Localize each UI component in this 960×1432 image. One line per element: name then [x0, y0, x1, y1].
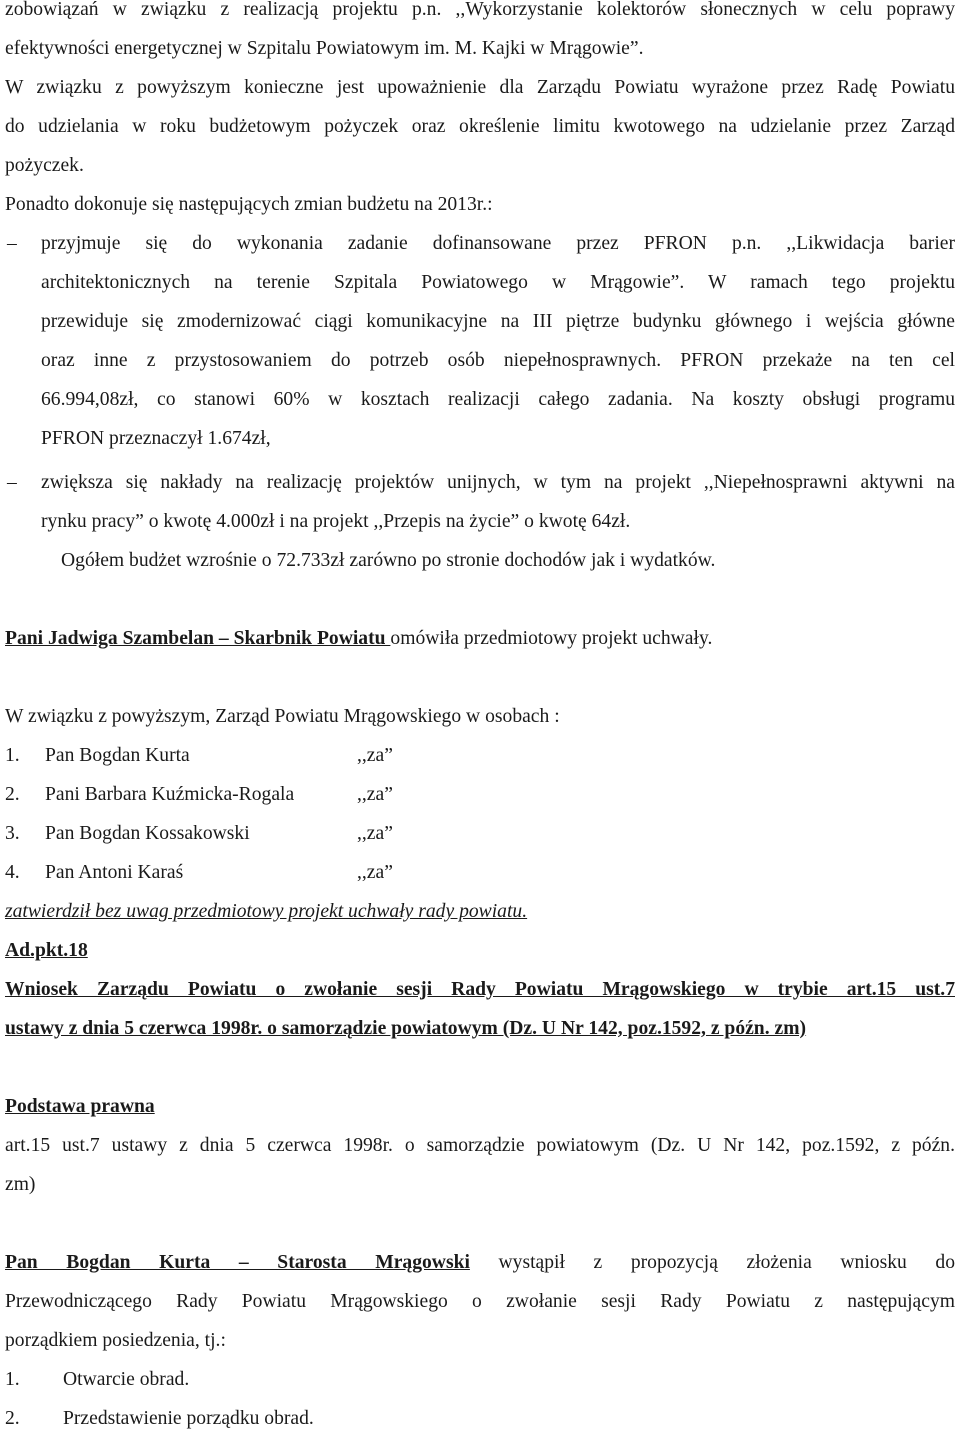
starosta-name: Pan Bogdan Kurta – Starosta Mrągowski	[5, 1252, 470, 1273]
agenda-text: Przedstawienie porządku obrad.	[63, 1408, 314, 1429]
member-row	[5, 783, 465, 807]
starosta-line: Przewodniczącego Rady Powiatu Mrągowskiego o zwołanie sesji Rady Powiatu z następującym	[5, 1291, 955, 1312]
member-vote: ,,za”	[357, 823, 393, 844]
member-vote: ,,za”	[357, 862, 393, 883]
podstawa-line: art.15 ust.7 ustawy z dnia 5 czerwca 1998r. o samorządzie powiatowym (Dz. U Nr 142, poz.1592, z późn.	[5, 1135, 955, 1156]
zarzad-intro: W związku z powyższym, Zarząd Powiatu Mrągowskiego w osobach :	[5, 706, 560, 727]
paragraph-line: pożyczek.	[5, 155, 84, 176]
member-number: 1.	[5, 745, 20, 766]
wniosek-title-line: Wniosek Zarządu Powiatu o zwołanie sesji Rady Powiatu Mrągowskiego w trybie art.15 ust.7	[5, 979, 955, 1000]
member-number: 4.	[5, 862, 20, 883]
paragraph-line: Ponadto dokonuje się następujących zmian budżetu na 2013r.:	[5, 194, 493, 215]
agenda-number: 1.	[5, 1369, 20, 1390]
bullet-line: 66.994,08zł, co stanowi 60% w kosztach realizacji całego zadania. Na koszty obsługi programu	[41, 389, 955, 410]
member-row	[5, 822, 465, 846]
bullet-line: oraz inne z przystosowaniem do potrzeb osób niepełnosprawnych. PFRON przekaże na ten cel	[41, 350, 955, 371]
skarbnik-name: Pani Jadwiga Szambelan – Skarbnik Powiatu	[5, 628, 391, 649]
bullet-line: rynku pracy” o kwotę 4.000zł i na projekt ,,Przepis na życie” o kwotę 64zł.	[41, 511, 631, 532]
member-row	[5, 861, 465, 885]
paragraph-line: efektywności energetycznej w Szpitalu Powiatowym im. M. Kajki w Mrągowie”.	[5, 38, 644, 59]
approval-note: zatwierdził bez uwag przedmiotowy projekt uchwały rady powiatu.	[5, 901, 528, 922]
paragraph-line: do udzielania w roku budżetowym pożyczek oraz określenie limitu kwotowego na udzielanie przez Zarząd	[5, 116, 955, 137]
member-name: Pan Antoni Karaś	[45, 862, 184, 883]
podstawa-heading: Podstawa prawna	[5, 1096, 155, 1117]
agenda-text: Otwarcie obrad.	[63, 1369, 190, 1390]
paragraph-line: W związku z powyższym konieczne jest upoważnienie dla Zarządu Powiatu wyrażone przez Radę Powiatu	[5, 77, 955, 98]
starosta-paragraph	[5, 1251, 955, 1275]
bullet-dash: –	[7, 233, 17, 254]
bullet-line: zwiększa się nakłady na realizację projektów unijnych, w tym na projekt ,,Niepełnosprawni aktywni na	[41, 472, 955, 493]
bullet-line: PFRON przeznaczył 1.674zł,	[41, 428, 271, 449]
bullet-line: przyjmuje się do wykonania zadanie dofinansowane przez PFRON p.n. ,,Likwidacja barier	[41, 233, 955, 254]
podstawa-line: zm)	[5, 1174, 36, 1195]
member-name: Pani Barbara Kuźmicka-Rogala	[45, 784, 295, 805]
bullet-line: przewiduje się zmodernizować ciągi komunikacyjne na III piętrze budynku głównego i wejścia główne	[41, 311, 955, 332]
member-vote: ,,za”	[357, 784, 393, 805]
member-number: 2.	[5, 784, 20, 805]
bullet-line: architektonicznych na terenie Szpitala Powiatowego w Mrągowie”. W ramach tego projektu	[41, 272, 955, 293]
member-row	[5, 744, 465, 768]
starosta-line: porządkiem posiedzenia, tj.:	[5, 1330, 226, 1351]
member-name: Pan Bogdan Kurta	[45, 745, 190, 766]
skarbnik-paragraph	[5, 627, 712, 651]
starosta-text: wystąpił z propozycją złożenia wniosku do	[469, 1252, 955, 1273]
member-number: 3.	[5, 823, 20, 844]
agenda-item	[5, 1368, 189, 1392]
agenda-number: 2.	[5, 1408, 20, 1429]
member-vote: ,,za”	[357, 745, 393, 766]
skarbnik-text: omówiła przedmiotowy projekt uchwały.	[390, 628, 713, 649]
paragraph-line: zobowiązań w związku z realizacją projektu p.n. ,,Wykorzystanie kolektorów słonecznych w celu poprawy	[5, 0, 955, 20]
agenda-point-heading: Ad.pkt.18	[5, 940, 88, 961]
bullet-dash: –	[7, 472, 17, 493]
budget-total: Ogółem budżet wzrośnie o 72.733zł zarówno po stronie dochodów jak i wydatków.	[61, 550, 716, 571]
member-name: Pan Bogdan Kossakowski	[45, 823, 250, 844]
wniosek-title-line: ustawy z dnia 5 czerwca 1998r. o samorządzie powiatowym (Dz. U Nr 142, poz.1592, z późn. zm)	[5, 1018, 807, 1039]
agenda-item	[5, 1407, 314, 1431]
